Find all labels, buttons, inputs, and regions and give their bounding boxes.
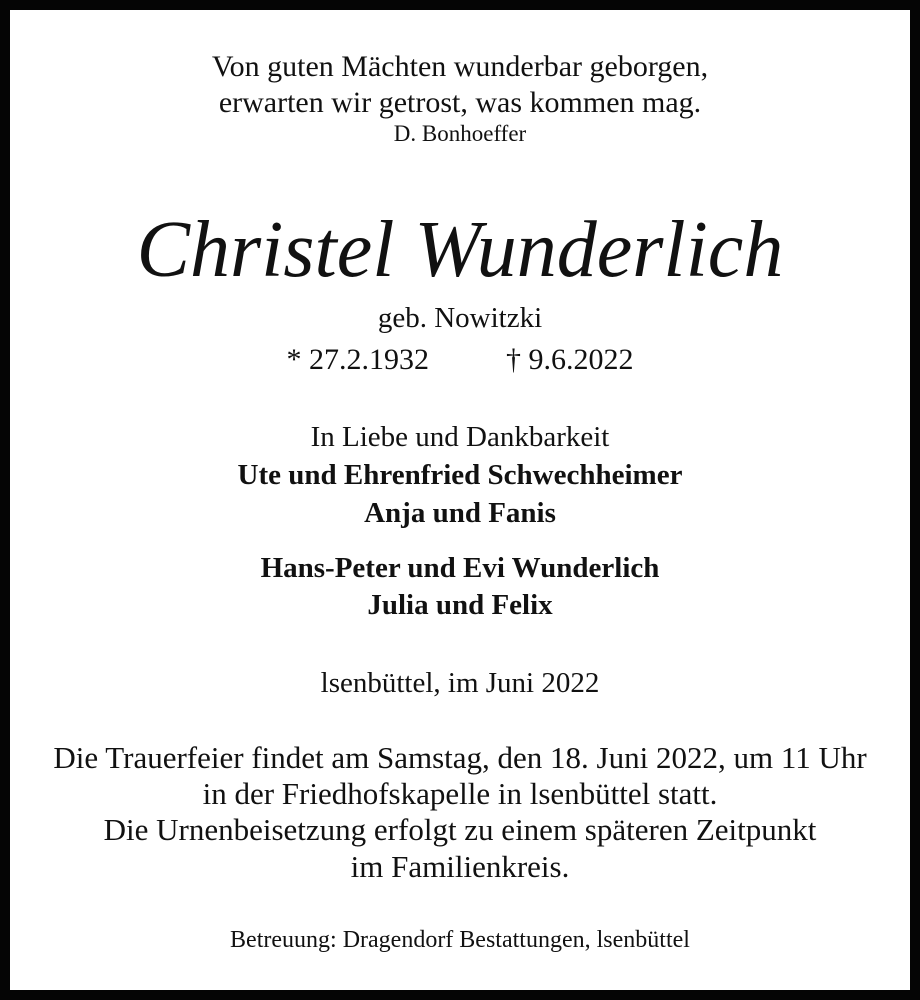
quote-author: D. Bonhoeffer bbox=[393, 121, 527, 146]
quote-line-2: erwarten wir getrost, was kommen mag. bbox=[218, 86, 702, 119]
mourner-line: Julia und Felix bbox=[367, 589, 553, 621]
birth-date: * 27.2.1932 bbox=[286, 343, 429, 376]
birth-name: geb. Nowitzki bbox=[377, 302, 543, 334]
mourner-line: Hans-Peter und Evi Wunderlich bbox=[260, 552, 660, 584]
service-line: Die Trauerfeier findet am Samstag, den 18. Juni 2022, um 11 Uhr bbox=[53, 740, 867, 775]
life-dates bbox=[0, 345, 920, 375]
death-date: † 9.6.2022 bbox=[506, 343, 634, 376]
quote-line-1: Von guten Mächten wunderbar geborgen, bbox=[211, 50, 709, 83]
mourners-intro: In Liebe und Dankbarkeit bbox=[310, 421, 610, 453]
mourner-line: Ute und Ehrenfried Schwechheimer bbox=[237, 459, 683, 491]
service-line: Die Urnenbeisetzung erfolgt zu einem späteren Zeitpunkt bbox=[103, 812, 817, 847]
deceased-name: Christel Wunderlich bbox=[136, 206, 784, 294]
mourner-line: Anja und Fanis bbox=[364, 497, 556, 529]
funeral-home: Betreuung: Dragendorf Bestattungen, lsenbüttel bbox=[230, 927, 690, 953]
service-line: in der Friedhofskapelle in lsenbüttel statt. bbox=[202, 776, 718, 811]
place-date: lsenbüttel, im Juni 2022 bbox=[320, 667, 600, 699]
service-line: im Familienkreis. bbox=[350, 849, 570, 884]
